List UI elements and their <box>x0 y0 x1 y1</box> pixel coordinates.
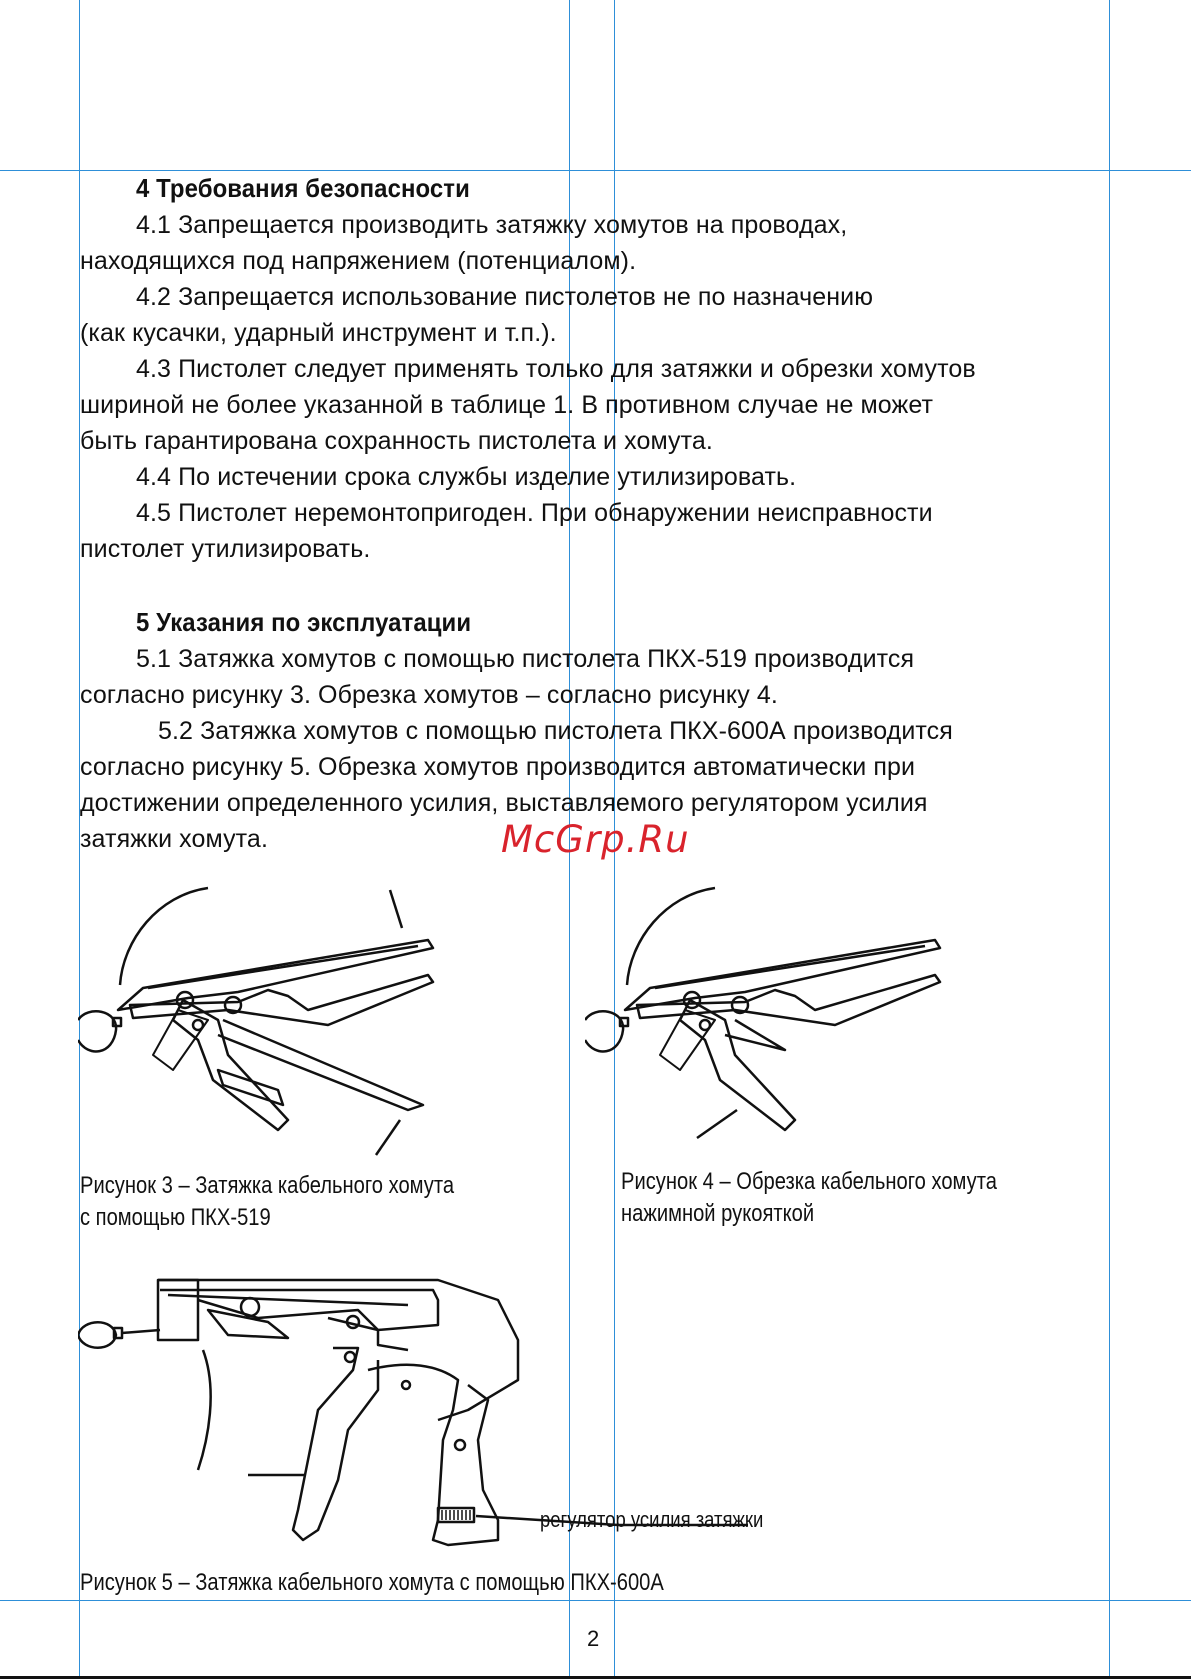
page-number: 2 <box>587 1626 600 1651</box>
section-5-heading: 5 Указания по эксплуатации <box>136 607 472 637</box>
caption-line: Рисунок 4 – Обрезка кабельного хомута <box>621 1168 997 1195</box>
caption-line: нажимной рукояткой <box>621 1200 815 1227</box>
paragraph: (как кусачки, ударный инструмент и т.п.). <box>80 319 557 347</box>
paragraph: согласно рисунку 3. Обрезка хомутов – согласно рисунку 4. <box>80 681 778 709</box>
paragraph: пистолет утилизировать. <box>80 535 371 563</box>
paragraph: шириной не более указанной в таблице 1. В противном случае не может <box>80 391 934 419</box>
figure-3-tool-drawing <box>78 880 448 1160</box>
guide-line <box>0 1600 1191 1601</box>
caption-line: с помощью ПКХ-519 <box>80 1204 271 1231</box>
figure-3-caption <box>80 1170 454 1234</box>
section-4 <box>80 170 1110 567</box>
figure-4-caption <box>621 1166 997 1230</box>
paragraph: 5.1 Затяжка хомутов с помощью пистолета ПКХ-519 производится <box>136 645 915 673</box>
watermark: McGrp.Ru <box>501 818 690 861</box>
paragraph: 4.4 По истечении срока службы изделие утилизировать. <box>136 463 797 491</box>
paragraph: 4.3 Пистолет следует применять только для затяжки и обрезки хомутов <box>136 355 976 383</box>
paragraph: 4.2 Запрещается использование пистолетов не по назначению <box>136 283 874 311</box>
paragraph: находящихся под напряжением (потенциалом). <box>80 247 637 275</box>
figure-5-caption: Рисунок 5 – Затяжка кабельного хомута с помощью ПКХ-600А <box>80 1569 664 1596</box>
paragraph: согласно рисунку 5. Обрезка хомутов производится автоматически при <box>80 753 916 781</box>
paragraph: 4.1 Запрещается производить затяжку хомутов на проводах, <box>136 211 848 239</box>
paragraph: затяжки хомута. <box>80 825 268 853</box>
paragraph: быть гарантирована сохранность пистолета и хомута. <box>80 427 713 455</box>
regulator-label: регулятор усилия затяжки <box>540 1507 764 1532</box>
figure-4-tool-drawing <box>585 880 955 1140</box>
section-4-heading: 4 Требования безопасности <box>136 173 470 203</box>
paragraph: достижении определенного усилия, выставляемого регулятором усилия <box>80 789 928 817</box>
paragraph: 5.2 Затяжка хомутов с помощью пистолета ПКХ-600А производится <box>158 717 953 745</box>
paragraph: 4.5 Пистолет неремонтопригоден. При обнаружении неисправности <box>136 499 933 527</box>
caption-line: Рисунок 3 – Затяжка кабельного хомута <box>80 1172 455 1199</box>
